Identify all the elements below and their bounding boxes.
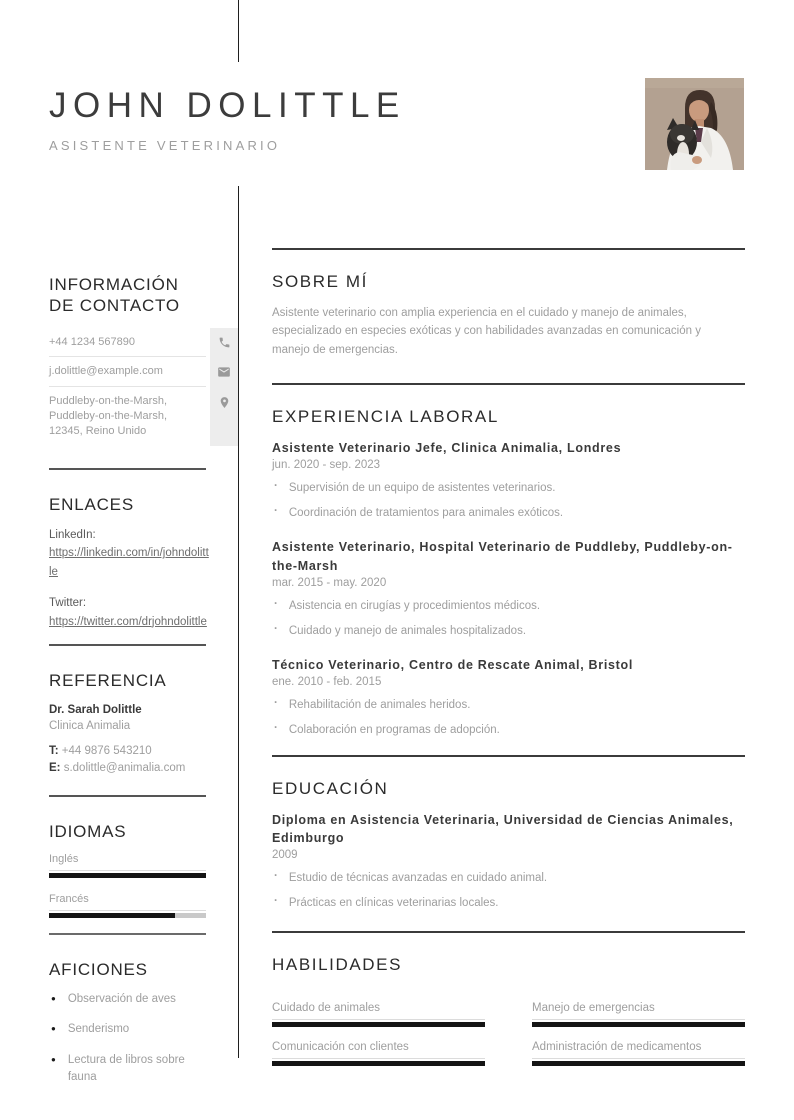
job-bullet: · Rehabilitación de animales heridos. [272,697,745,713]
phone-number: +44 1234 567890 [49,328,206,358]
language-item [49,853,206,878]
job-bullet: · Asistencia en cirugías y procedimientos médicos. [272,598,745,614]
education-bullet: · Estudio de técnicas avanzadas en cuidado animal. [272,870,745,886]
about-text: Asistente veterinario con amplia experiencia en el cuidado y manejo de animales, especializado en especies exóticas y con habilidades avanzadas en comunicación y manejo de emergencias. [272,307,701,356]
main-column [239,186,745,1099]
skill-level-bar [532,1022,745,1027]
contact-address-row [49,387,238,446]
postal-address: Puddleby-on-the-Marsh, Puddleby-on-the-Marsh, 12345, Reino Unido [49,395,168,437]
skill-name: Administración de medicamentos [532,1041,745,1059]
location-pin-icon [210,387,238,446]
person-name: JOHN DOLITTLE [49,86,406,125]
education-entry [272,811,745,912]
sidebar-divider [49,933,206,935]
section-divider [272,755,745,757]
job-bullet: · Coordinación de tratamientos para animales exóticos. [272,505,745,521]
reference-name: Dr. Sarah Dolittle [49,704,142,717]
sidebar-divider [49,795,206,797]
job-dates: ene. 2010 - feb. 2015 [272,675,382,688]
link-item-twitter [49,594,209,631]
twitter-link[interactable]: https://twitter.com/drjohndolittle [49,615,207,628]
hobby-item: ● Lectura de libros sobre fauna [49,1052,214,1087]
experience-entry [272,439,745,521]
skill-level-bar [272,1022,485,1027]
about-heading: SOBRE MÍ [272,272,368,291]
resume-body [49,186,745,1099]
skills-heading: HABILIDADES [272,955,403,975]
degree-title: Diploma en Asistencia Veterinaria, Universidad de Ciencias Animales, Edimburgo [272,812,734,846]
languages-section [49,821,238,918]
job-bullet: · Colaboración en programas de adopción. [272,722,745,738]
contact-email-row [49,357,238,387]
hobbies-section [49,959,238,1086]
contact-phone-row [49,328,238,358]
language-item [49,893,206,918]
contact-info [49,328,238,446]
skill-item [532,1041,745,1066]
twitter-label: Twitter: [49,597,87,610]
profile-photo [645,78,744,170]
mail-icon [210,357,238,387]
job-title: Técnico Veterinario, Centro de Rescate Animal, Bristol [272,657,634,672]
experience-entry [272,656,745,738]
links-section [49,494,238,631]
reference-email: E: s.dolittle@animalia.com [49,762,186,775]
email-address: j.dolittle@example.com [49,357,206,387]
skill-name: Comunicación con clientes [272,1041,485,1059]
job-title: Asistente Veterinario, Hospital Veterinario de Puddleby, Puddleby-on-the-Marsh [272,540,733,573]
phone-icon [210,328,238,358]
contact-heading: INFORMACIÓN DE CONTACTO [49,275,180,316]
skill-item [272,1041,485,1066]
linkedin-label: LinkedIn: [49,528,96,541]
job-bullet: · Supervisión de un equipo de asistentes veterinarios. [272,480,745,496]
degree-dates: 2009 [272,849,298,862]
skill-level-bar [532,1061,745,1066]
sidebar [49,186,238,1099]
sidebar-divider [49,468,206,470]
job-dates: jun. 2020 - sep. 2023 [272,458,381,471]
job-title: Asistente Veterinario Jefe, Clinica Animalia, Londres [272,441,622,456]
skill-name: Manejo de emergencias [532,1002,745,1020]
reference-phone: T: +44 9876 543210 [49,745,152,758]
link-item-linkedin [49,526,209,581]
linkedin-link[interactable]: https://linkedin.com/in/johndolittle [49,547,209,578]
skill-item [272,1002,485,1027]
top-divider-line [238,0,239,62]
reference-heading: REFERENCIA [49,670,167,690]
skills-grid [272,1002,745,1066]
links-heading: ENLACES [49,494,134,514]
section-divider [272,383,745,385]
job-dates: mar. 2015 - may. 2020 [272,576,387,589]
reference-company: Clinica Animalia [49,720,131,733]
skill-level-bar [272,1061,485,1066]
reference-section [49,670,238,777]
language-name: Francés [49,893,206,911]
language-name: Inglés [49,853,206,871]
header [49,86,406,153]
section-divider [272,248,745,250]
education-section [272,811,745,912]
experience-heading: EXPERIENCIA LABORAL [272,407,499,427]
language-level-bar [49,913,206,918]
education-heading: EDUCACIÓN [272,778,389,798]
hobby-item: ● Senderismo [49,1021,214,1038]
job-bullet: · Cuidado y manejo de animales hospitalizados. [272,623,745,639]
hobbies-heading: AFICIONES [49,959,148,979]
education-bullet: · Prácticas en clínicas veterinarias locales. [272,895,745,911]
section-divider [272,931,745,933]
person-job-title: ASISTENTE VETERINARIO [49,138,281,153]
experience-entry [272,538,745,639]
skill-name: Cuidado de animales [272,1002,485,1020]
hobby-item: ● Observación de aves [49,991,214,1008]
sidebar-divider [49,644,206,646]
language-level-bar [49,873,206,878]
languages-heading: IDIOMAS [49,821,127,841]
skill-item [532,1002,745,1027]
